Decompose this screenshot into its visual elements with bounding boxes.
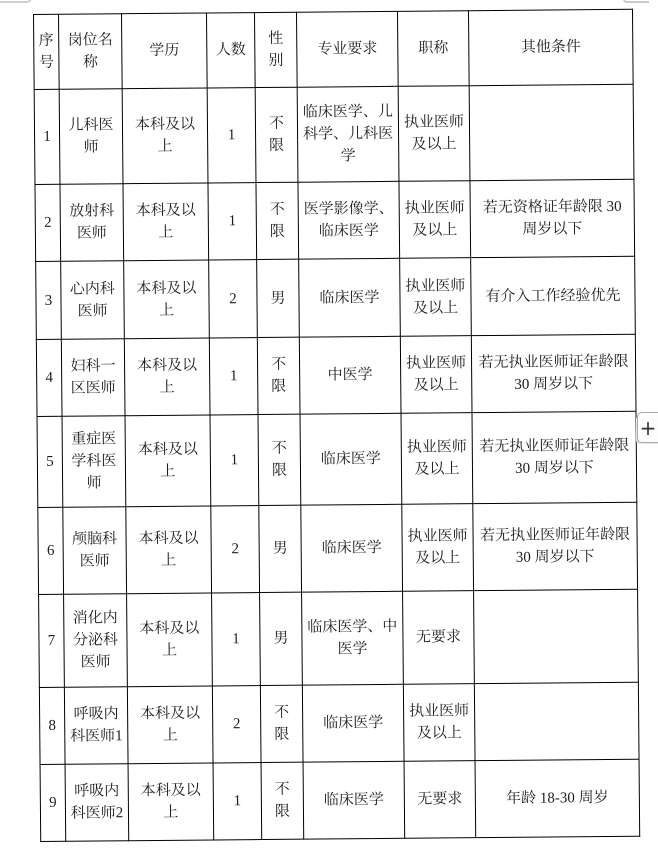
cell-count: 2 [212, 686, 261, 763]
cell-education: 本科及以上 [127, 686, 213, 764]
cell-other: 年龄 18-30 周岁 [475, 759, 640, 837]
cell-gender: 不限 [257, 337, 300, 414]
cell-count: 1 [209, 338, 258, 415]
cell-education: 本科及以上 [122, 88, 208, 184]
cell-other [474, 589, 639, 683]
table-row [39, 589, 639, 687]
cell-gender: 不限 [261, 762, 304, 839]
table-row [39, 682, 639, 764]
cell-gender: 不限 [256, 182, 299, 259]
cell-gender: 男 [260, 592, 303, 685]
cell-major: 临床医学 [303, 761, 405, 839]
cell-education: 本科及以上 [126, 506, 212, 594]
cell-count: 2 [209, 260, 258, 338]
table-row [40, 759, 640, 841]
cell-num: 3 [36, 261, 62, 339]
header-title: 职称 [397, 11, 469, 87]
cell-other: 有介入工作经验优先 [471, 256, 636, 335]
cell-position: 重症医学科医师 [62, 416, 126, 508]
cell-other: 若无执业医师证年龄限 30 周岁以下 [472, 411, 637, 503]
cell-position: 心内科医师 [61, 261, 125, 340]
cell-count: 2 [211, 506, 260, 593]
table-row [36, 334, 636, 416]
cutoff-button-artifact-outer [0, 0, 32, 3]
cell-other: 若无资格证年龄限 30 周岁以下 [470, 179, 635, 257]
cell-gender: 男 [259, 505, 302, 592]
cell-num: 4 [36, 339, 62, 416]
cell-major: 临床医学 [302, 684, 404, 762]
cell-position: 妇科一区医师 [61, 339, 125, 417]
cell-position: 儿科医师 [59, 89, 123, 185]
cell-title: 无要求 [404, 761, 476, 839]
cell-major: 临床医学、中医学 [302, 591, 404, 685]
table-row [35, 179, 635, 261]
zoom-in-button[interactable] [637, 412, 658, 443]
cell-title: 执业医师及以上 [400, 258, 472, 337]
cell-education: 本科及以上 [125, 415, 211, 507]
cell-gender: 不限 [260, 685, 303, 762]
cell-num: 6 [38, 507, 64, 594]
cell-gender: 不限 [255, 87, 298, 182]
table-row [36, 256, 636, 339]
cell-major: 中医学 [299, 336, 401, 414]
cell-position: 放射科医师 [60, 184, 124, 262]
cell-count: 1 [210, 415, 259, 506]
document-page [33, 9, 639, 842]
cell-major: 临床医学 [300, 413, 402, 505]
cell-education: 本科及以上 [128, 763, 214, 841]
cell-title: 执业医师及以上 [400, 336, 472, 414]
cell-num: 1 [34, 89, 60, 184]
header-other: 其他条件 [468, 9, 633, 85]
header-row [34, 9, 634, 89]
cell-count: 1 [213, 763, 262, 840]
header-position: 岗位名称 [59, 14, 123, 90]
cell-position: 消化内分泌科医师 [64, 594, 128, 688]
cell-education: 本科及以上 [127, 593, 213, 687]
cell-other [474, 682, 639, 760]
cell-num: 9 [40, 764, 66, 841]
cell-gender: 男 [257, 259, 300, 337]
cell-position: 呼吸内科医师1 [64, 687, 128, 765]
cell-major: 临床医学、儿科学、儿科医学 [297, 86, 399, 182]
cell-education: 本科及以上 [124, 338, 210, 416]
cell-title: 执业医师及以上 [403, 684, 475, 762]
cell-position: 呼吸内科医师2 [65, 764, 129, 842]
cell-other: 若无执业医师证年龄限 30 周岁以下 [473, 502, 638, 590]
cell-num: 7 [39, 594, 65, 687]
cell-title: 执业医师及以上 [402, 504, 474, 592]
cell-major: 临床医学 [301, 504, 403, 592]
cutoff-panel-corner-artifact [623, 0, 649, 3]
cell-education: 本科及以上 [124, 260, 210, 339]
cell-count: 1 [207, 88, 256, 183]
header-num: 序号 [34, 14, 60, 89]
cell-count: 1 [212, 593, 261, 686]
table-row [37, 411, 637, 507]
cell-num: 5 [37, 416, 63, 507]
table-row [34, 84, 634, 184]
cell-major: 临床医学 [299, 258, 401, 337]
recruitment-table [33, 9, 640, 842]
plus-icon: + [639, 415, 657, 440]
header-major: 专业要求 [296, 11, 398, 87]
header-count: 人数 [206, 13, 255, 88]
cell-major: 医学影像学、临床医学 [298, 181, 400, 259]
cell-education: 本科及以上 [123, 183, 209, 261]
cell-title: 执业医师及以上 [398, 86, 470, 182]
cell-gender: 不限 [258, 414, 301, 505]
cell-title: 无要求 [403, 591, 475, 685]
header-education: 学历 [122, 13, 208, 89]
cell-title: 执业医师及以上 [401, 413, 473, 505]
table-row [38, 502, 638, 594]
cell-other: 若无执业医师证年龄限 30 周岁以下 [471, 334, 636, 412]
cell-num: 8 [39, 687, 65, 764]
cell-title: 执业医师及以上 [399, 181, 471, 259]
header-gender: 性别 [254, 12, 297, 87]
cell-other [469, 84, 634, 180]
cell-num: 2 [35, 184, 61, 261]
cell-count: 1 [208, 183, 257, 260]
cell-position: 颅脑科医师 [63, 507, 127, 595]
